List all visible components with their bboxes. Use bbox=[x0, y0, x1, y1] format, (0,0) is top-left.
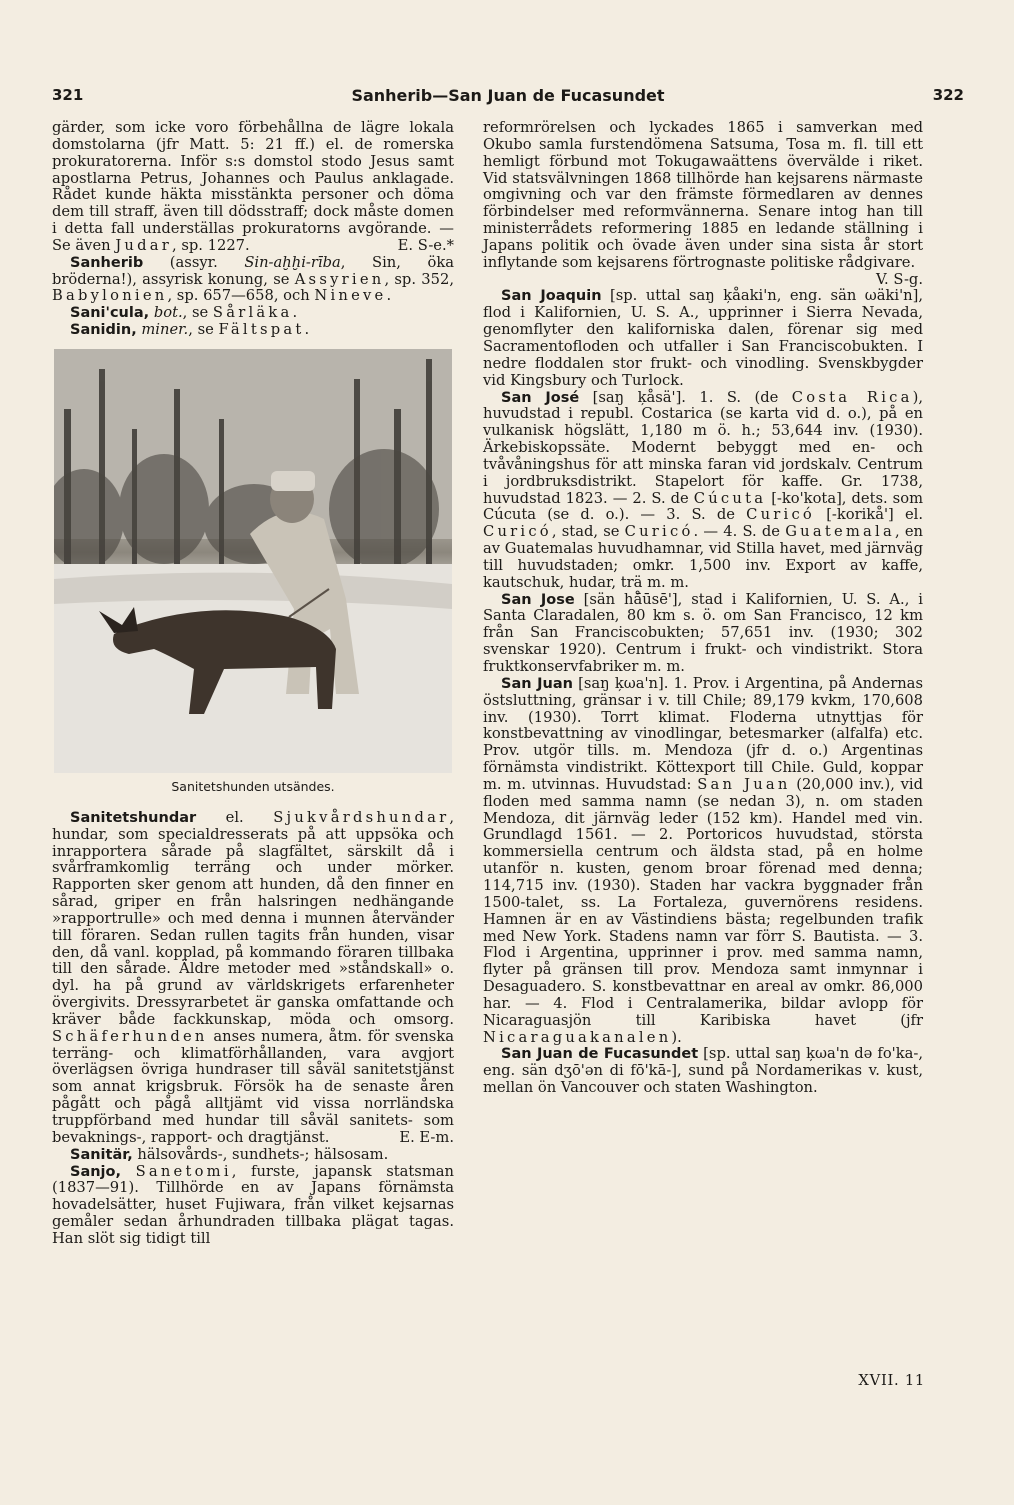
left-column bbox=[52, 120, 454, 1248]
entry-text: . bbox=[292, 304, 298, 322]
field-abbreviation: miner. bbox=[141, 321, 189, 339]
photo-sanitary-dog bbox=[54, 349, 452, 773]
entry-text: , Sin, öka bröderna!), assyrisk konung, se bbox=[52, 253, 454, 288]
entry-text: , stad, se bbox=[551, 523, 625, 541]
entry-text: [sp. uttal saŋ ķåaki'n, eng. sän ωäki'n], flod i Kalifornien, U. S. A., upprinner i Sierra Nevada, genomflyter den kaliforniska dalen, förenar sig med Sacramentofloden och utfaller i San Franciscobukten. I nedre floddalen stor frukt- och vinodling. Svenskbygder vid Kingsbury och Turlock. bbox=[483, 287, 923, 389]
cross-reference: Judar bbox=[115, 236, 173, 254]
headword: San José bbox=[501, 389, 580, 406]
running-title: Sanherib—San Juan de Fucasundet bbox=[351, 86, 665, 105]
entry-text: , sp. 657—658, och bbox=[167, 287, 315, 305]
entry-text: [saŋ ķωa'n]. 1. Prov. i Argentina, på Andernas östsluttning, gränsar i v. till Chile; 89,179 kvkm, 170,608 inv. (1930). Torrt klimat. Floderna utnyttjas för konstbevattning av vinodlingar, betesmarker (alfalfa) etc. Prov. utgör tills. m. Mendoza (jfr d. o.) Argentinas förnämsta vindistrikt. Köttexport till Chile. Guld, koppar m. m. utvinnas. Huvudstad: bbox=[483, 674, 923, 793]
entry-text: , se bbox=[182, 304, 213, 322]
entry-text: reformrörelsen och lyckades 1865 i samverkan med Okubo samla furstendömena Satsuma, Tosa m. fl. till ett hemligt förbund mot Tokugawaättens övervälde i riket. Vid statsvälvningen 1868 tillhörde han kejsarens närmaste omgivning och var den främste förmedlaren av dennes förbindelser med reformvännerna. Senare intog han till ministerrådets reformering 1885 en ledande ställning i Japans politik och övade även under sina sista år stort inflytande som kejsarens förtrognaste politiske rådgivare. bbox=[483, 119, 923, 271]
headword: Sanitär, bbox=[70, 1146, 133, 1163]
page-number-left: 321 bbox=[52, 86, 84, 104]
figure-caption: Sanitetshunden utsändes. bbox=[171, 778, 335, 794]
spaced-term: Guatemala bbox=[785, 523, 895, 541]
cross-reference: Babylonien bbox=[52, 287, 168, 305]
entry-text: , sp. 1227. bbox=[172, 236, 250, 254]
spaced-term: Curicó bbox=[483, 523, 552, 541]
author-signature: V. S-g. bbox=[875, 270, 923, 288]
entry-text: (20,000 inv.), vid floden med samma namn (se nedan 3), n. om staden Mendoza, dit järnväg leder (152 km). Handel med vin. Grundlagd 1561. — 2. Portoricos huvudstad, största kommersiella centrum och äldsta stad, på en holme utanför n. kusten, genom broar förenad med denna; 114,715 inv. (1930). Staden har vackra byggnader från 1500-talet, ss. La Fortaleza, guvernörens residens. Hamnen är en av Västindiens bästa; regelbunden trafik med New York. Stadens namn var förr S. Bautista. — 3. Flod i Argentina, upprinner i prov. med samma namn, flyter på gränsen till prov. Mendoza samt inmynnar i Desaguadero. S. konstbevattnar en areal av omkr. 86,000 har. — 4. Flod i Centralamerika, bildar avlopp för Nicaraguasjön till Karibiska havet (jfr bbox=[483, 775, 923, 1029]
entry-san-juan-de-fucasundet bbox=[483, 1046, 923, 1097]
entry-text: hälsovårds-, sundhets-; hälsosam. bbox=[132, 1145, 389, 1163]
entry-text: el. bbox=[196, 808, 274, 826]
entry-text: [sp. uttal saŋ ķωa'n də fo'ka-, eng. sän dʒō'ən di fō'kā-], sund på Nordamerikas v. kust, mellan ön Vancouver och staten Washington. bbox=[483, 1045, 923, 1097]
right-column bbox=[483, 120, 923, 1097]
spaced-term: Sanetomi bbox=[135, 1162, 232, 1180]
spaced-term: Cúcuta bbox=[693, 489, 767, 507]
headword: San Juan de Fucasundet bbox=[501, 1046, 699, 1063]
signature-mark: XVII. 11 bbox=[858, 1372, 925, 1389]
headword: San Jose bbox=[501, 591, 575, 608]
entry-text: [-ko'kota], dets. som Cúcuta (se d. o.). — 3. S. de bbox=[483, 489, 923, 524]
entry-sanidin bbox=[52, 322, 454, 339]
entry-text: [saŋ ķåsä']. 1. S. (de bbox=[579, 388, 792, 406]
spaced-term: Schäferhunden bbox=[52, 1027, 208, 1045]
spaced-term: Sjukvårdshundar bbox=[273, 808, 450, 826]
assyrian-name: Sin-aḫḫi-rība bbox=[244, 253, 341, 271]
entry-sanicula bbox=[52, 305, 454, 322]
entry-text: . bbox=[386, 287, 392, 305]
sanhedrin-continuation bbox=[52, 120, 454, 255]
headword: Sanidin, bbox=[70, 322, 137, 339]
photo-illustration bbox=[54, 349, 452, 773]
cross-reference: Nicaraguakanalen bbox=[483, 1028, 672, 1046]
page-number-right: 322 bbox=[932, 86, 964, 104]
headword: Sanherib bbox=[70, 254, 144, 271]
entry-sanitetshundar bbox=[52, 810, 454, 1147]
entry-text: [-korikå'] el. bbox=[815, 506, 923, 524]
entry-text: , en av Guatemalas huvudhamnar, vid Stilla havet, med järnväg till huvudstaden; omkr. 1,500 inv. Export av kaffe, kautschuk, hudar, trä m. m. bbox=[483, 523, 923, 591]
spaced-term: Curicó bbox=[746, 506, 816, 524]
entry-text: ), huvudstad i republ. Costarica (se karta vid d. o.), på en vulkanisk högslätt, 1,180 m ö. h.; 53,644 inv. (1930). Ärkebiskopssäte. Modernt bebyggt med en- och tvåvåningshus för att minska faran vid jordskalv. Centrum i jordbruksdistrikt. Stapelort för kaffe. Gr. 1738, huvudstad 1823. — 2. S. de bbox=[483, 388, 924, 507]
cross-reference: Fältspat bbox=[218, 321, 305, 339]
cross-reference: Assyrien bbox=[294, 270, 385, 288]
entry-text: , furste, japansk statsman (1837—91). Tillhörde en av Japans förnämsta hovadelsätter, huset Fujiwara, från vilket kejsarnas gemåler sedan århundraden tillbaka plägat tagas. Han slöt sig tidigt till bbox=[52, 1162, 454, 1247]
entry-sanjo bbox=[52, 1164, 454, 1248]
entry-text: . — 4. S. de bbox=[693, 523, 786, 541]
entry-text: ). bbox=[671, 1028, 682, 1046]
sanjo-continuation bbox=[483, 120, 923, 288]
author-signature: E. S-e.* bbox=[397, 236, 454, 254]
author-signature: E. E-m. bbox=[399, 1128, 454, 1146]
entry-text: [sän hå̄ūsē'], stad i Kalifornien, U. S. A., i Santa Claradalen, 80 km s. ö. om San Francisco, 12 km från San Franciscobukten; 57,651 inv. (1930; 302 svenskar 1920). Centrum i frukt- och vindistrikt. Stora fruktkonservfabriker m. m. bbox=[483, 590, 923, 675]
cross-reference: Nineve bbox=[314, 287, 387, 305]
entry-sanitar bbox=[52, 1147, 454, 1164]
cross-reference: Sårläka bbox=[212, 304, 293, 322]
cross-reference: Curicó bbox=[624, 523, 694, 541]
field-abbreviation: bot. bbox=[153, 304, 183, 322]
entry-sanherib bbox=[52, 255, 454, 306]
headword: Sani'cula, bbox=[70, 305, 150, 322]
headword: Sanjo, bbox=[70, 1163, 121, 1180]
entry-san-jose-costa-rica bbox=[483, 390, 923, 592]
entry-text: gärder, som icke voro förbehållna de lägre lokala domstolarna (jfr Matt. 5: 21 ff.) el. de romerska prokuratorerna. Inför s:s domstol stodo Jesus samt apostlarna Petrus, Johannes och Paulus anklagade. Rådet kunde häkta misstänkta personer och döma dem till straff, även till dödsstraff; dock måste domen i detta fall underställas prokuratorns avgörande. — Se även bbox=[52, 119, 454, 254]
entry-text: . bbox=[304, 321, 310, 339]
entry-text: , se bbox=[188, 321, 219, 339]
headword: San Juan bbox=[501, 675, 573, 692]
spaced-term: San Juan bbox=[697, 775, 791, 793]
entry-text: , hundar, som specialdresserats på att uppsöka och inrapportera sårade på slagfältet, särskilt då i svårframkomlig terräng och under mörker. Rapporten sker genom att hunden, då den finner en sårad, griper en från halsringen nedhängande »rapportrulle» och med denna i munnen återvänder till föraren. Sedan rullen tagits från hunden, visar den, då vanl. kopplad, på kommando föraren tillbaka till den sårade. Äldre metoder med »ståndskall» o. dyl. ha på grund av världskrigets erfarenheter övergivits. Dressyrarbetet är ganska omfattande och kräver både fackkunskap, möda och omsorg. bbox=[52, 808, 454, 1028]
entry-san-jose-california bbox=[483, 592, 923, 676]
entry-text: anses numera, åtm. för svenska terräng- och klimatförhållanden, vara avgjort överlägsen övriga hundraser till såväl sanitetstjänst som annat krigsbruk. Försök ha de senaste åren pågått och pågå alltjämt vid vissa norrländska truppförband med hundar till såväl sanitets- som bevaknings-, rapport- och dragtjänst. bbox=[52, 1027, 454, 1146]
headword: San Joaquin bbox=[501, 288, 602, 305]
headword: Sanitetshundar bbox=[70, 809, 197, 826]
spaced-term: Costa Rica bbox=[791, 388, 913, 406]
page-header bbox=[52, 86, 964, 110]
entry-text: (assyr. bbox=[143, 253, 245, 271]
figure bbox=[52, 349, 454, 796]
entry-text: , sp. 352, bbox=[384, 270, 454, 288]
entry-san-juan bbox=[483, 676, 923, 1047]
entry-san-joaquin bbox=[483, 288, 923, 389]
